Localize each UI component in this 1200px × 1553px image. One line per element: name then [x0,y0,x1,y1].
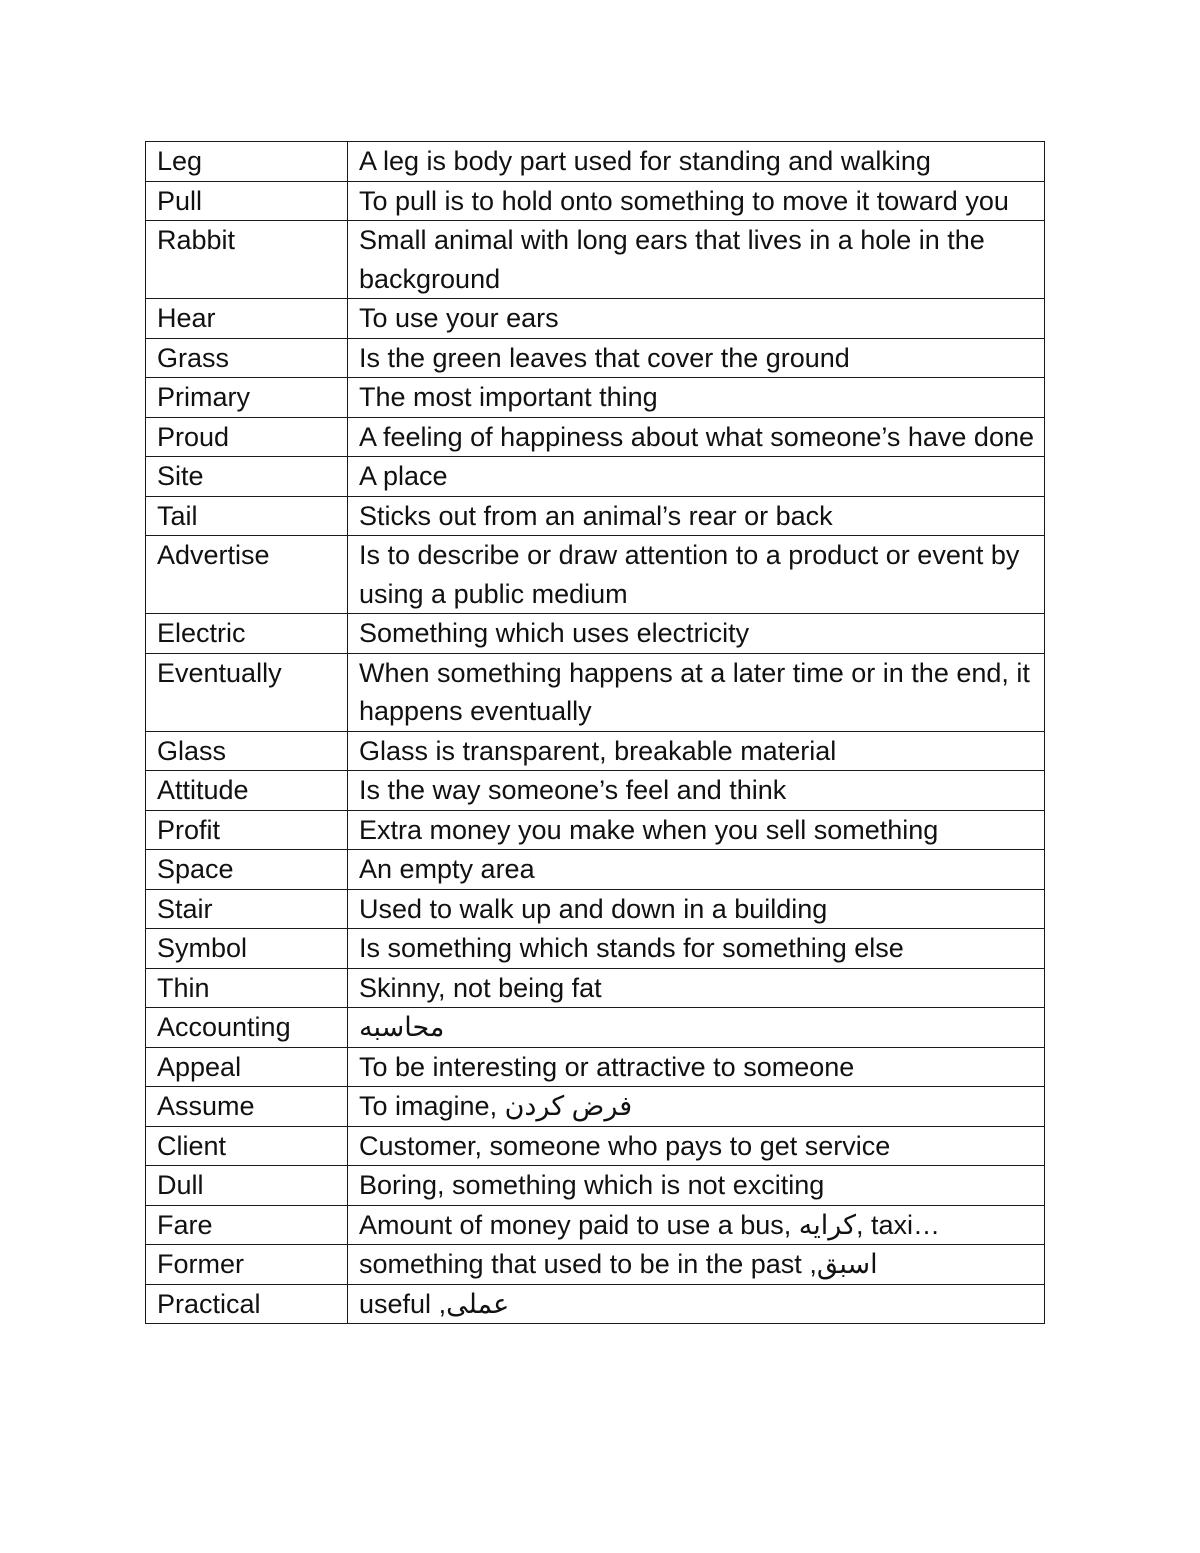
table-row [146,1245,1045,1285]
table-row [146,1008,1045,1048]
vocab-word: Tail [146,496,348,536]
table-row [146,378,1045,418]
vocab-word: Attitude [146,771,348,811]
vocab-definition: Amount of money paid to use a bus, کرایه, taxi… [348,1205,1045,1245]
table-row [146,929,1045,969]
table-row [146,1047,1045,1087]
vocab-word: Advertise [146,536,348,614]
vocab-word: Appeal [146,1047,348,1087]
vocab-word: Leg [146,142,348,182]
table-row [146,496,1045,536]
table-row [146,338,1045,378]
vocab-word: Dull [146,1166,348,1206]
vocab-word: Assume [146,1087,348,1127]
table-row [146,1166,1045,1206]
table-row [146,731,1045,771]
vocab-definition: Something which uses electricity [348,614,1045,654]
vocab-word: Hear [146,299,348,339]
vocab-word: Fare [146,1205,348,1245]
vocab-definition: To use your ears [348,299,1045,339]
vocab-definition: The most important thing [348,378,1045,418]
vocab-definition: محاسبه [348,1008,1045,1048]
vocab-word: Pull [146,181,348,221]
vocab-word: Electric [146,614,348,654]
vocab-word: Stair [146,889,348,929]
table-row [146,536,1045,614]
vocab-definition: An empty area [348,850,1045,890]
vocab-word: Eventually [146,653,348,731]
table-row [146,889,1045,929]
table-row [146,810,1045,850]
vocab-word: Primary [146,378,348,418]
vocab-definition: عملی, useful [348,1284,1045,1324]
vocab-definition: To imagine, فرض کردن [348,1087,1045,1127]
vocab-word: Rabbit [146,221,348,299]
vocab-definition: When something happens at a later time or in the end, it happens eventually [348,653,1045,731]
vocab-word: Proud [146,417,348,457]
table-row [146,142,1045,182]
vocab-definition: اسبق, something that used to be in the past [348,1245,1045,1285]
vocabulary-table [145,141,1045,1324]
vocab-word: Site [146,457,348,497]
vocab-word: Accounting [146,1008,348,1048]
vocab-definition: To pull is to hold onto something to move it toward you [348,181,1045,221]
vocab-definition: Is something which stands for something else [348,929,1045,969]
vocab-definition: Extra money you make when you sell something [348,810,1045,850]
vocab-word: Grass [146,338,348,378]
vocab-definition: A place [348,457,1045,497]
vocab-definition: Sticks out from an animal’s rear or back [348,496,1045,536]
vocab-definition: Is to describe or draw attention to a product or event by using a public medium [348,536,1045,614]
table-row [146,1205,1045,1245]
table-row [146,850,1045,890]
table-row [146,221,1045,299]
vocab-definition: A feeling of happiness about what someone’s have done [348,417,1045,457]
table-row [146,1126,1045,1166]
table-row [146,614,1045,654]
table-row [146,417,1045,457]
vocab-word: Glass [146,731,348,771]
vocab-word: Practical [146,1284,348,1324]
vocab-definition: Glass is transparent, breakable material [348,731,1045,771]
table-row [146,968,1045,1008]
table-row [146,457,1045,497]
table-row [146,771,1045,811]
vocab-word: Profit [146,810,348,850]
vocab-definition: Small animal with long ears that lives in a hole in the background [348,221,1045,299]
vocab-definition: Is the way someone’s feel and think [348,771,1045,811]
vocab-definition: To be interesting or attractive to someone [348,1047,1045,1087]
vocab-definition: Skinny, not being fat [348,968,1045,1008]
table-row [146,1087,1045,1127]
table-row [146,653,1045,731]
vocab-word: Space [146,850,348,890]
vocab-word: Symbol [146,929,348,969]
vocab-definition: Boring, something which is not exciting [348,1166,1045,1206]
vocab-definition: A leg is body part used for standing and walking [348,142,1045,182]
table-row [146,1284,1045,1324]
table-row [146,299,1045,339]
table-row [146,181,1045,221]
vocabulary-table-body [146,142,1045,1324]
vocab-word: Thin [146,968,348,1008]
vocab-word: Former [146,1245,348,1285]
vocab-definition: Used to walk up and down in a building [348,889,1045,929]
vocab-word: Client [146,1126,348,1166]
vocab-definition: Is the green leaves that cover the ground [348,338,1045,378]
vocab-definition: Customer, someone who pays to get service [348,1126,1045,1166]
